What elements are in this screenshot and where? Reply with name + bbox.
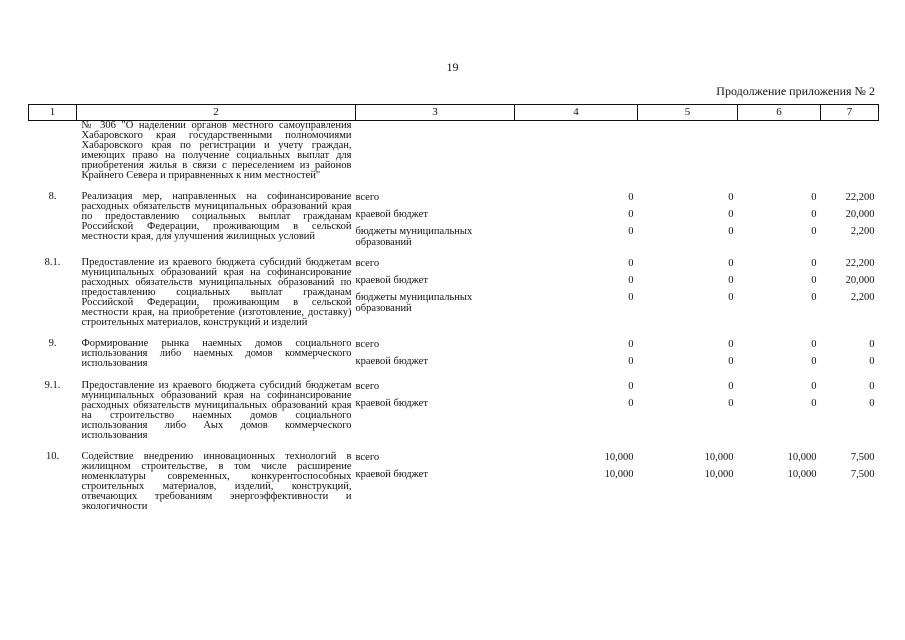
value-col-4-cell <box>515 373 638 444</box>
funding-source-cell <box>356 373 515 444</box>
funding-source: бюджеты муниципальных образований <box>355 292 473 314</box>
value-col-5: 0 <box>728 209 734 220</box>
value-col-4: 0 <box>628 381 634 392</box>
value-col-4: 0 <box>628 339 634 350</box>
value-col-6: 0 <box>811 339 817 350</box>
value-col-5-cell <box>638 250 738 331</box>
value-col-7-cell <box>821 184 879 250</box>
column-header-1: 1 <box>29 105 77 121</box>
value-col-7: 0 <box>869 356 875 367</box>
value-col-5-cell <box>638 184 738 250</box>
value-col-4: 0 <box>628 292 634 303</box>
value-col-5: 0 <box>728 258 734 269</box>
funding-source: всего <box>355 452 380 463</box>
value-col-6-cell <box>738 444 821 515</box>
value-col-5: 0 <box>728 381 734 392</box>
row-description: Формирование рынка наемных домов социального использования либо наемных домов коммерческого использования <box>81 338 352 369</box>
table-header <box>29 105 879 121</box>
value-col-4: 0 <box>628 192 634 203</box>
value-col-5: 10,000 <box>704 469 734 480</box>
value-col-5: 0 <box>728 192 734 203</box>
funding-source-cell <box>356 184 515 250</box>
row-description: Предоставление из краевого бюджета субсидий бюджетам муниципальных образований края на софинансирование расходных обязательств муниципальных образований края на строительство наемных домов социального использования либо Аых домов коммерческого использования <box>81 380 352 441</box>
row-number: 8.1. <box>44 257 61 268</box>
value-col-4: 0 <box>628 398 634 409</box>
value-col-6-cell <box>738 121 821 185</box>
value-col-7: 7,500 <box>850 452 875 463</box>
row-number: 10. <box>45 451 60 462</box>
budget-table <box>28 104 879 515</box>
column-header-7: 7 <box>821 105 879 121</box>
row-description: Реализация мер, направленных на софинансирование расходных обязательств муниципальных образований края по предоставлению социальных выплат гражданам Российской Федерации, проживающим в сельской местности края, для улучшения жилищных условий <box>81 191 352 242</box>
column-header-4: 4 <box>515 105 638 121</box>
row-number: 9. <box>48 338 57 349</box>
value-col-4: 0 <box>628 356 634 367</box>
value-col-4-cell <box>515 184 638 250</box>
value-col-5-cell <box>638 373 738 444</box>
value-col-5: 0 <box>728 356 734 367</box>
value-col-7: 20,000 <box>845 209 875 220</box>
table-row <box>29 184 879 250</box>
column-header-3: 3 <box>356 105 515 121</box>
row-number: 9.1. <box>44 380 61 391</box>
value-col-4-cell <box>515 121 638 185</box>
value-col-7-cell <box>821 121 879 185</box>
funding-source: краевой бюджет <box>355 209 428 220</box>
value-col-7: 22,200 <box>845 258 875 269</box>
funding-source-cell <box>356 121 515 185</box>
value-col-4: 0 <box>628 226 634 237</box>
table-row <box>29 250 879 331</box>
value-col-6: 0 <box>811 398 817 409</box>
value-col-4: 10,000 <box>604 469 634 480</box>
value-col-5-cell <box>638 444 738 515</box>
funding-source: краевой бюджет <box>355 356 428 367</box>
funding-source: всего <box>355 381 380 392</box>
funding-source-cell <box>356 444 515 515</box>
value-col-5: 0 <box>728 292 734 303</box>
table-body <box>29 121 879 516</box>
funding-source: всего <box>355 192 380 203</box>
table-row <box>29 121 879 185</box>
column-header-5: 5 <box>638 105 738 121</box>
value-col-5: 0 <box>728 339 734 350</box>
value-col-4: 10,000 <box>604 452 634 463</box>
row-description: № 306 "О наделении органов местного самоуправления Хабаровского края государственными полномочиями Хабаровского края по регистрации и учету граждан, имеющих право на получение социальных выплат для приобретения жилья в связи с переселением из районов Крайнего Севера и приравненных к ним местностей" <box>81 120 352 181</box>
value-col-6: 0 <box>811 209 817 220</box>
funding-source: всего <box>355 258 380 269</box>
appendix-continuation-label: Продолжение приложения № 2 <box>716 84 875 98</box>
value-col-6: 0 <box>811 275 817 286</box>
value-col-5: 10,000 <box>704 452 734 463</box>
value-col-6-cell <box>738 184 821 250</box>
value-col-6: 10,000 <box>787 452 817 463</box>
value-col-6: 10,000 <box>787 469 817 480</box>
value-col-4: 0 <box>628 275 634 286</box>
funding-source-cell <box>356 331 515 373</box>
value-col-7-cell <box>821 331 879 373</box>
value-col-5: 0 <box>728 398 734 409</box>
value-col-5: 0 <box>728 226 734 237</box>
funding-source: всего <box>355 339 380 350</box>
funding-source: бюджеты муниципальных образований <box>355 226 473 248</box>
value-col-7-cell <box>821 373 879 444</box>
funding-source: краевой бюджет <box>355 469 428 480</box>
table-row <box>29 373 879 444</box>
value-col-7-cell <box>821 250 879 331</box>
value-col-6: 0 <box>811 258 817 269</box>
value-col-5-cell <box>638 121 738 185</box>
row-description: Содействие внедрению инновационных технологий в жилищном строительстве, в том числе расширение номенклатуры современных, конкурентоспособных строительных материалов, изделий, конструкций, отвечающих требованиям энергоэффективности и экологичности <box>81 451 352 512</box>
value-col-7-cell <box>821 444 879 515</box>
funding-source: краевой бюджет <box>355 398 428 409</box>
column-header-2: 2 <box>77 105 356 121</box>
value-col-6: 0 <box>811 356 817 367</box>
value-col-6-cell <box>738 331 821 373</box>
value-col-4-cell <box>515 444 638 515</box>
column-header-6: 6 <box>738 105 821 121</box>
value-col-4-cell <box>515 250 638 331</box>
value-col-6: 0 <box>811 192 817 203</box>
funding-source-cell <box>356 250 515 331</box>
value-col-7: 20,000 <box>845 275 875 286</box>
value-col-7: 2,200 <box>850 292 875 303</box>
table-row <box>29 444 879 515</box>
value-col-4-cell <box>515 331 638 373</box>
value-col-4: 0 <box>628 209 634 220</box>
value-col-6-cell <box>738 250 821 331</box>
funding-source: краевой бюджет <box>355 275 428 286</box>
value-col-6-cell <box>738 373 821 444</box>
value-col-4: 0 <box>628 258 634 269</box>
value-col-7: 0 <box>869 381 875 392</box>
table-row <box>29 331 879 373</box>
value-col-7: 7,500 <box>850 469 875 480</box>
row-description: Предоставление из краевого бюджета субсидий бюджетам муниципальных образований края на софинансирование расходных обязательств муниципальных образований по предоставлению социальных выплат гражданам Российской Федерации, проживающим в сельской местности края, на приобретение (изготовление, доставку) строительных материалов, конструкций и изделий <box>81 257 352 328</box>
value-col-6: 0 <box>811 226 817 237</box>
value-col-7: 22,200 <box>845 192 875 203</box>
value-col-7: 0 <box>869 339 875 350</box>
value-col-7: 2,200 <box>850 226 875 237</box>
value-col-6: 0 <box>811 381 817 392</box>
value-col-7: 0 <box>869 398 875 409</box>
value-col-5-cell <box>638 331 738 373</box>
row-number: 8. <box>48 191 57 202</box>
value-col-5: 0 <box>728 275 734 286</box>
page-number: 19 <box>446 60 459 74</box>
row-number <box>29 121 77 185</box>
value-col-6: 0 <box>811 292 817 303</box>
